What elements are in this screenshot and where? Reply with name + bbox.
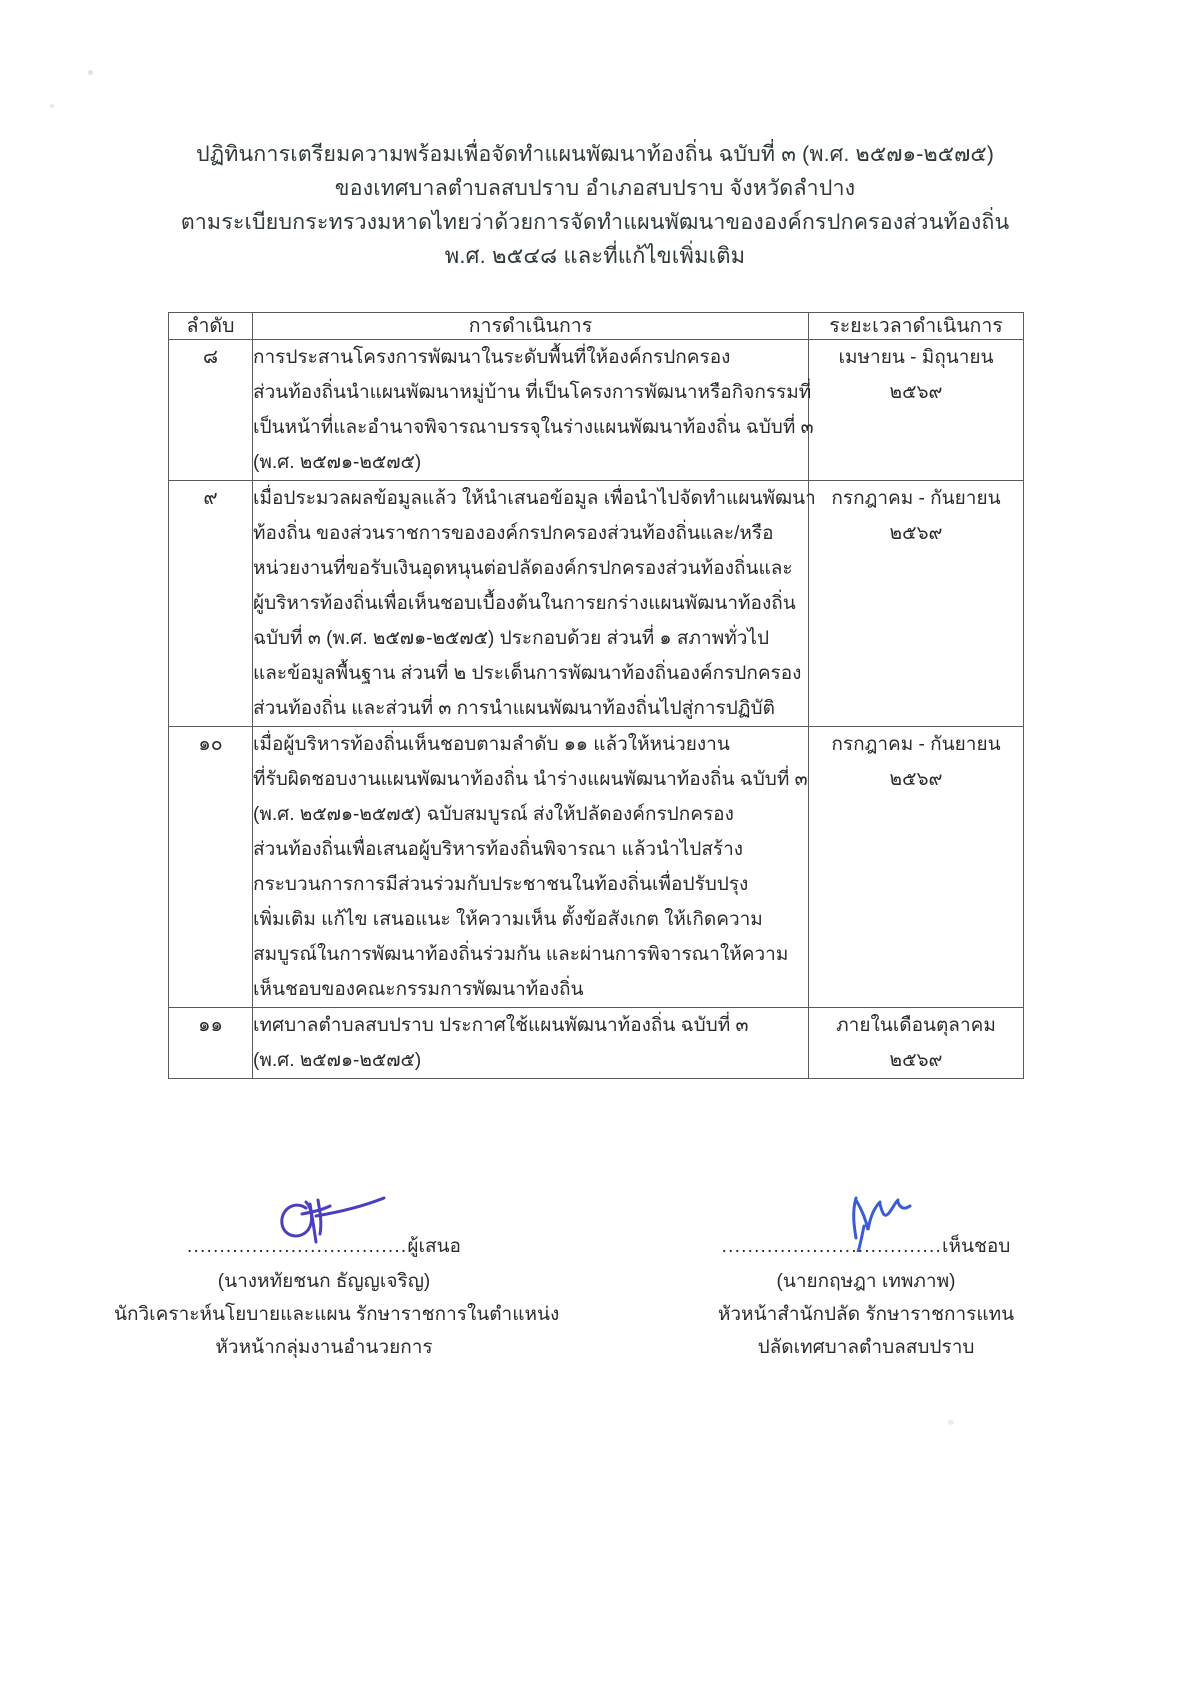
table-header [169,313,1024,340]
action-line: ผู้บริหารท้องถิ่นเพื่อเห็นชอบเบื้องต้นในการยกร่างแผนพัฒนาท้องถิ่น [253,593,796,614]
signature-area [0,1232,1190,1364]
action-line: เห็นชอบของคณะกรรมการพัฒนาท้องถิ่น [253,979,584,1000]
signature-block-proposer [114,1232,560,1364]
action-line: หน่วยงานที่ขอรับเงินอุดหนุนต่อปลัดองค์กรปกครองส่วนท้องถิ่นและ [253,558,793,579]
action-line: เมื่อประมวลผลข้อมูลแล้ว ให้นำเสนอข้อมูล เพื่อนำไปจัดทำแผนพัฒนา [253,488,816,509]
signature-line-proposer [114,1232,534,1262]
action-line: กระบวนการการมีส่วนร่วมกับประชาชนในท้องถิ่นเพื่อปรับปรุง [253,874,749,895]
action-line: สมบูรณ์ในการพัฒนาท้องถิ่นร่วมกัน และผ่านการพิจารณาให้ความ [253,944,789,965]
document-title [0,0,1190,273]
action-line: และข้อมูลพื้นฐาน ส่วนที่ ๒ ประเด็นการพัฒนาท้องถิ่นองค์กรปกครอง [253,663,802,684]
action-line: การประสานโครงการพัฒนาในระดับพื้นที่ให้องค์กรปกครอง [253,347,731,368]
signature-block-approver [656,1232,1076,1364]
duration-line: กรกฎาคม - กันยายน [831,488,1001,509]
row-number: ๑๑ [169,1008,253,1079]
column-header-duration: ระยะเวลาดำเนินการ [809,313,1024,340]
row-number: ๘ [169,340,253,481]
table-row [169,1008,1024,1079]
table-row [169,340,1024,481]
table-body [169,340,1024,1079]
row-action [253,1008,809,1079]
row-duration [809,1008,1024,1079]
action-line: ท้องถิ่น ของส่วนราชการขององค์กรปกครองส่วนท้องถิ่นและ/หรือ [253,523,774,544]
action-line: (พ.ศ. ๒๕๗๑-๒๕๗๕) [253,1050,422,1071]
row-action [253,481,816,727]
action-line: ส่วนท้องถิ่นนำแผนพัฒนาหมู่บ้าน ที่เป็นโครงการพัฒนาหรือกิจกรรมที่ [253,382,812,403]
scan-artifact-speck [88,70,93,75]
action-line: (พ.ศ. ๒๕๗๑-๒๕๗๕) ฉบับสมบูรณ์ ส่งให้ปลัดองค์กรปกครอง [253,804,734,825]
row-duration [809,340,1024,481]
table-header-row [169,313,1024,340]
signature-dots: .................................. [187,1236,408,1257]
calendar-table-container [168,312,1023,1079]
duration-line: ๒๕๖๙ [889,769,943,790]
calendar-table [168,312,1024,1079]
signer-role-line: หัวหน้าสำนักปลัด รักษาราชการแทน [717,1304,1015,1325]
action-line: (พ.ศ. ๒๕๗๑-๒๕๗๕) [253,452,422,473]
title-line-1: ปฏิทินการเตรียมความพร้อมเพื่อจัดทำแผนพัฒนาท้องถิ่น ฉบับที่ ๓ (พ.ศ. ๒๕๗๑-๒๕๗๕) [195,142,995,166]
action-line: ฉบับที่ ๓ (พ.ศ. ๒๕๗๑-๒๕๗๕) ประกอบด้วย ส่วนที่ ๑ สภาพทั่วไป [253,628,770,649]
signer-name: (นางหทัยชนก ธัญญเจริญ) [217,1271,431,1292]
scan-artifact-speck [948,1420,954,1425]
column-header-action: การดำเนินการ [253,313,809,340]
scan-artifact-speck [50,104,54,108]
duration-line: ภายในเดือนตุลาคม [836,1015,996,1036]
signature-line-approver [656,1232,1076,1262]
signer-role-line: นักวิเคราะห์นโยบายและแผน รักษาราชการในตำแหน่ง [114,1304,560,1325]
title-line-2: ของเทศบาลตำบลสบปราบ อำเภอสบปราบ จังหวัดลำปาง [334,176,856,200]
row-duration [809,481,1024,727]
duration-line: ๒๕๖๙ [889,382,943,403]
action-line: เทศบาลตำบลสบปราบ ประกาศใช้แผนพัฒนาท้องถิ่น ฉบับที่ ๓ [253,1015,749,1036]
action-line: เป็นหน้าที่และอำนาจพิจารณาบรรจุในร่างแผนพัฒนาท้องถิ่น ฉบับที่ ๓ [253,417,814,438]
row-duration [809,727,1024,1008]
action-line: เมื่อผู้บริหารท้องถิ่นเห็นชอบตามลำดับ ๑๑ แล้วให้หน่วยงาน [253,734,730,755]
table-row [169,481,1024,727]
action-line: ที่รับผิดชอบงานแผนพัฒนาท้องถิ่น นำร่างแผนพัฒนาท้องถิ่น ฉบับที่ ๓ [253,769,808,790]
duration-line: เมษายน - มิถุนายน [838,347,994,368]
title-line-3: ตามระเบียบกระทรวงมหาดไทยว่าด้วยการจัดทำแผนพัฒนาขององค์กรปกครองส่วนท้องถิ่น [180,210,1010,234]
table-row [169,727,1024,1008]
signer-name: (นายกฤษฎา เทพภาพ) [776,1271,956,1292]
signer-role-line: ปลัดเทศบาลตำบลสบปราบ [757,1337,975,1358]
column-header-no: ลำดับ [169,313,253,340]
duration-line: ๒๕๖๙ [889,1050,943,1071]
signature-dots: .................................. [721,1236,942,1257]
duration-line: กรกฎาคม - กันยายน [831,734,1001,755]
duration-line: ๒๕๖๙ [889,523,943,544]
action-line: ส่วนท้องถิ่นเพื่อเสนอผู้บริหารท้องถิ่นพิจารณา แล้วนำไปสร้าง [253,839,744,860]
row-action [253,340,814,481]
action-line: ส่วนท้องถิ่น และส่วนที่ ๓ การนำแผนพัฒนาท้องถิ่นไปสู่การปฏิบัติ [253,698,775,719]
signature-label: เห็นชอบ [941,1236,1011,1257]
title-line-4: พ.ศ. ๒๕๔๘ และที่แก้ไขเพิ่มเติม [444,243,746,268]
signature-label: ผู้เสนอ [407,1236,461,1257]
action-line: เพิ่มเติม แก้ไข เสนอแนะ ให้ความเห็น ตั้งข้อสังเกต ให้เกิดความ [253,909,763,930]
row-number: ๙ [169,481,253,727]
signer-role-line: หัวหน้ากลุ่มงานอำนวยการ [215,1337,433,1358]
row-number: ๑๐ [169,727,253,1008]
row-action [253,727,809,1008]
